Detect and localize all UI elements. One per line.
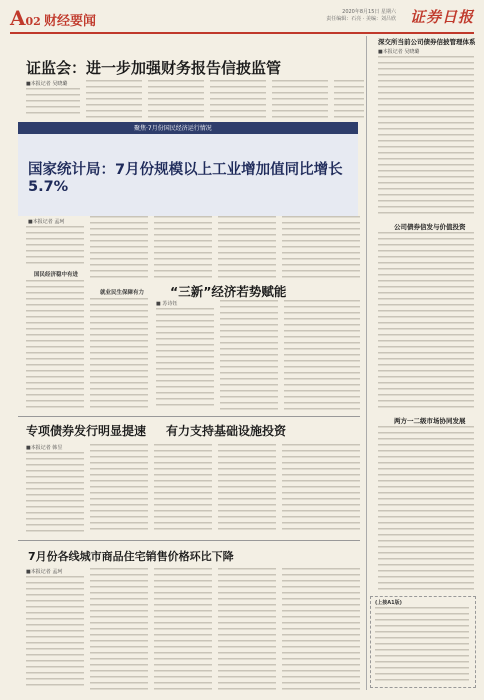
center-byline: ■ 苏诗钰 [156,301,178,307]
nbs-body-col-3 [154,216,212,278]
mid-body-col-1 [26,452,84,534]
mid-body-col-2 [90,444,148,534]
mid-headline-right: 有力支持基础设施投资 [166,424,287,438]
lead-body-col-3 [148,80,204,118]
column-divider [366,36,367,690]
nbs-body-col-2a [90,216,148,278]
lead-body-col-2 [86,80,142,118]
right-body-1 [378,56,474,218]
nbs-body-col-4 [218,216,276,278]
right-headline-low: 两方一二级市场协同发展 [394,417,466,425]
page-number-digits: 02 [25,15,41,28]
page-letter: A [10,6,26,30]
right-headline-mid: 公司债券信发与价值投资 [394,223,466,231]
right-body-3 [378,426,474,590]
page-number [10,6,41,30]
nbs-body-col-2b [90,298,148,410]
bottom-body-col-2 [90,568,148,690]
lead-headline: 证监会：进一步加强财务报告信披监管 [26,59,282,77]
mid-headline-left: 专项债券发行明显提速 [26,424,147,438]
right-body-2 [378,232,474,412]
right-byline-top: ■本报记者 吴晓璐 [378,49,420,55]
appendix-box [370,596,476,688]
mid-rule [18,416,360,417]
center-headline: “三新”经济若势赋能 [170,284,287,299]
appendix-body [375,607,469,683]
center-body-col-3 [284,300,360,410]
lead-body-col-1 [26,88,80,118]
bottom-rule [18,540,360,541]
paper-logo: 证券日报 [409,8,474,26]
mid-body-col-5 [282,444,360,534]
nbs-body-col-5 [282,216,360,278]
section-name: 财经要闻 [44,14,97,29]
nbs-byline: ■本报记者 孟珂 [28,219,65,225]
lead-body-col-6 [334,80,364,118]
nbs-body-col-1b [26,280,84,410]
lead-body-col-5 [272,80,328,118]
appendix-title: (上接A1版) [375,600,402,606]
bottom-body-col-4 [218,568,276,690]
masthead-date: 2020年8月15日 星期六 [342,9,396,15]
nbs-subhead-2: 就业民生保障有力 [100,290,145,296]
bottom-byline: ■本报记者 孟珂 [26,569,63,575]
nbs-subhead-1: 国民经济稳中有进 [34,272,79,278]
banner-label: 聚焦·7月份国民经济运行情况 [134,125,212,132]
bottom-body-col-1 [26,576,84,690]
nbs-body-col-1a [26,226,84,268]
bottom-body-col-3 [154,568,212,690]
masthead-editors: 责任编辑：石亮 · 美编：刘吕欣 [326,16,396,22]
mid-body-col-4 [218,444,276,534]
bottom-headline: 7月份各线城市商品住宅销售价格环比下降 [28,550,234,563]
nbs-headline: 国家统计局：7月份规模以上工业增加值同比增长5.7% [28,162,343,195]
lead-byline: ■本报记者 吴晓璐 [26,81,68,87]
banner-strip [18,124,358,134]
center-body-col-1 [156,308,214,410]
masthead [10,6,474,34]
nbs-feature-banner [18,122,358,216]
right-headline-top: 深交所当前公司债券信披管理体系 [378,38,476,46]
mid-byline: ■本报记者 韩昱 [26,445,63,451]
lead-body-col-4 [210,80,266,118]
masthead-meta [236,9,396,23]
center-body-col-2 [220,300,278,410]
bottom-body-col-5 [282,568,360,690]
mid-body-col-3 [154,444,212,534]
